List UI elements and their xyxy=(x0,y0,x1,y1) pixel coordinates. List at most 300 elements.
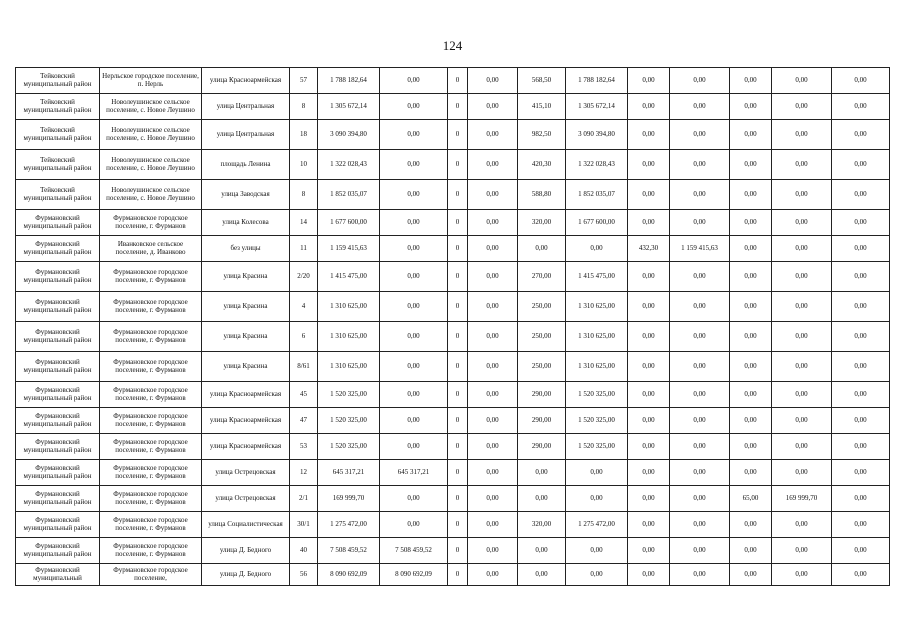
cell-cost-item-1: 0,00 xyxy=(380,150,448,180)
cell-total-cost: 1 415 475,00 xyxy=(318,262,380,292)
cell-cost-item-4: 0,00 xyxy=(670,352,730,382)
cell-area-3: 0,00 xyxy=(730,150,772,180)
cell-area-3: 0,00 xyxy=(730,564,772,586)
cell-cost-item-6: 0,00 xyxy=(832,460,890,486)
cell-area-3: 65,00 xyxy=(730,486,772,512)
cell-area-2: 0,00 xyxy=(628,262,670,292)
table-row xyxy=(16,150,890,180)
cell-cost-item-1: 0,00 xyxy=(380,292,448,322)
cell-area-2: 0,00 xyxy=(628,180,670,210)
cell-cost-item-5: 0,00 xyxy=(772,434,832,460)
cell-cost-item-6: 0,00 xyxy=(832,120,890,150)
cell-cost-item-6: 0,00 xyxy=(832,150,890,180)
cell-area-1: 415,10 xyxy=(518,94,566,120)
cell-street: улица Д. Бедного xyxy=(202,538,290,564)
cell-cost-item-2: 0,00 xyxy=(468,382,518,408)
cell-count-1: 0 xyxy=(448,210,468,236)
cell-area-2: 0,00 xyxy=(628,460,670,486)
cell-count-1: 0 xyxy=(448,434,468,460)
cell-cost-item-1: 0,00 xyxy=(380,120,448,150)
cell-area-2: 0,00 xyxy=(628,512,670,538)
cell-area-1: 0,00 xyxy=(518,564,566,586)
cell-cost-item-2: 0,00 xyxy=(468,408,518,434)
cell-municipality: Фурмановский муниципальный район xyxy=(16,512,100,538)
cell-area-2: 0,00 xyxy=(628,120,670,150)
cell-area-1: 420,30 xyxy=(518,150,566,180)
cell-area-3: 0,00 xyxy=(730,382,772,408)
cell-total-cost: 7 508 459,52 xyxy=(318,538,380,564)
cell-total-cost: 1 310 625,00 xyxy=(318,352,380,382)
cell-total-cost: 1 852 035,07 xyxy=(318,180,380,210)
cell-area-2: 0,00 xyxy=(628,382,670,408)
cell-cost-item-1: 0,00 xyxy=(380,262,448,292)
cell-cost-item-3: 0,00 xyxy=(566,460,628,486)
table-row xyxy=(16,352,890,382)
cell-municipality: Фурмановский муниципальный район xyxy=(16,236,100,262)
cell-area-3: 0,00 xyxy=(730,512,772,538)
table-body xyxy=(16,68,890,586)
cell-cost-item-1: 645 317,21 xyxy=(380,460,448,486)
cell-cost-item-5: 0,00 xyxy=(772,94,832,120)
cell-cost-item-2: 0,00 xyxy=(468,564,518,586)
cell-cost-item-4: 0,00 xyxy=(670,322,730,352)
cell-cost-item-4: 0,00 xyxy=(670,564,730,586)
cell-area-1: 320,00 xyxy=(518,210,566,236)
cell-cost-item-6: 0,00 xyxy=(832,262,890,292)
cell-area-1: 250,00 xyxy=(518,352,566,382)
cell-cost-item-5: 0,00 xyxy=(772,382,832,408)
registry-table xyxy=(15,67,890,586)
cell-area-1: 0,00 xyxy=(518,236,566,262)
cell-house-number: 45 xyxy=(290,382,318,408)
cell-cost-item-5: 0,00 xyxy=(772,262,832,292)
cell-settlement: Фурмановское городское поселение, г. Фурманов xyxy=(100,262,202,292)
cell-house-number: 40 xyxy=(290,538,318,564)
cell-house-number: 14 xyxy=(290,210,318,236)
cell-municipality: Фурмановский муниципальный район xyxy=(16,292,100,322)
cell-count-1: 0 xyxy=(448,486,468,512)
cell-street: улица Колесова xyxy=(202,210,290,236)
cell-house-number: 56 xyxy=(290,564,318,586)
cell-settlement: Фурмановское городское поселение, г. Фурманов xyxy=(100,322,202,352)
cell-area-3: 0,00 xyxy=(730,352,772,382)
cell-municipality: Фурмановский муниципальный район xyxy=(16,382,100,408)
cell-cost-item-5: 0,00 xyxy=(772,180,832,210)
cell-area-2: 0,00 xyxy=(628,150,670,180)
cell-settlement: Фурмановское городское поселение, г. Фурманов xyxy=(100,538,202,564)
cell-cost-item-2: 0,00 xyxy=(468,538,518,564)
cell-area-1: 290,00 xyxy=(518,408,566,434)
cell-total-cost: 1 275 472,00 xyxy=(318,512,380,538)
cell-cost-item-5: 0,00 xyxy=(772,352,832,382)
cell-cost-item-4: 0,00 xyxy=(670,382,730,408)
cell-house-number: 53 xyxy=(290,434,318,460)
cell-cost-item-4: 0,00 xyxy=(670,434,730,460)
cell-cost-item-6: 0,00 xyxy=(832,408,890,434)
cell-area-2: 0,00 xyxy=(628,68,670,94)
cell-count-1: 0 xyxy=(448,512,468,538)
table-row xyxy=(16,538,890,564)
cell-municipality: Фурмановский муниципальный район xyxy=(16,460,100,486)
cell-house-number: 47 xyxy=(290,408,318,434)
page-number: 124 xyxy=(442,38,463,53)
cell-total-cost: 645 317,21 xyxy=(318,460,380,486)
cell-cost-item-4: 0,00 xyxy=(670,408,730,434)
cell-cost-item-5: 0,00 xyxy=(772,322,832,352)
cell-total-cost: 1 305 672,14 xyxy=(318,94,380,120)
cell-cost-item-3: 0,00 xyxy=(566,564,628,586)
table-row xyxy=(16,382,890,408)
cell-area-1: 0,00 xyxy=(518,538,566,564)
cell-house-number: 6 xyxy=(290,322,318,352)
cell-street: улица Красина xyxy=(202,322,290,352)
cell-cost-item-1: 8 090 692,09 xyxy=(380,564,448,586)
cell-cost-item-3: 1 275 472,00 xyxy=(566,512,628,538)
table-row xyxy=(16,322,890,352)
cell-street: улица Острецовская xyxy=(202,486,290,512)
cell-total-cost: 1 322 028,43 xyxy=(318,150,380,180)
cell-cost-item-2: 0,00 xyxy=(468,434,518,460)
cell-house-number: 30/1 xyxy=(290,512,318,538)
cell-settlement: Фурмановское городское поселение, г. Фурманов xyxy=(100,210,202,236)
cell-count-1: 0 xyxy=(448,352,468,382)
cell-municipality: Фурмановский муниципальный район xyxy=(16,434,100,460)
cell-cost-item-1: 0,00 xyxy=(380,434,448,460)
cell-cost-item-6: 0,00 xyxy=(832,68,890,94)
cell-house-number: 2/20 xyxy=(290,262,318,292)
cell-cost-item-6: 0,00 xyxy=(832,486,890,512)
cell-street: улица Центральная xyxy=(202,120,290,150)
cell-cost-item-4: 0,00 xyxy=(670,180,730,210)
cell-street: без улицы xyxy=(202,236,290,262)
cell-area-1: 982,50 xyxy=(518,120,566,150)
cell-area-2: 0,00 xyxy=(628,352,670,382)
cell-area-3: 0,00 xyxy=(730,460,772,486)
cell-cost-item-4: 1 159 415,63 xyxy=(670,236,730,262)
cell-cost-item-5: 0,00 xyxy=(772,236,832,262)
cell-cost-item-4: 0,00 xyxy=(670,150,730,180)
cell-area-3: 0,00 xyxy=(730,292,772,322)
cell-cost-item-1: 0,00 xyxy=(380,322,448,352)
table-row xyxy=(16,292,890,322)
cell-cost-item-2: 0,00 xyxy=(468,68,518,94)
cell-street: улица Острецовская xyxy=(202,460,290,486)
cell-cost-item-5: 0,00 xyxy=(772,292,832,322)
cell-total-cost: 8 090 692,09 xyxy=(318,564,380,586)
cell-total-cost: 169 999,70 xyxy=(318,486,380,512)
cell-street: улица Красина xyxy=(202,262,290,292)
cell-street: улица Социалистическая xyxy=(202,512,290,538)
cell-municipality: Фурмановский муниципальный xyxy=(16,564,100,586)
cell-count-1: 0 xyxy=(448,236,468,262)
cell-street: улица Д. Бедного xyxy=(202,564,290,586)
cell-street: улица Заводская xyxy=(202,180,290,210)
cell-area-1: 290,00 xyxy=(518,382,566,408)
cell-cost-item-3: 1 520 325,00 xyxy=(566,434,628,460)
cell-cost-item-2: 0,00 xyxy=(468,512,518,538)
cell-area-2: 0,00 xyxy=(628,538,670,564)
cell-cost-item-3: 1 310 625,00 xyxy=(566,322,628,352)
cell-cost-item-3: 1 415 475,00 xyxy=(566,262,628,292)
cell-cost-item-3: 1 677 600,00 xyxy=(566,210,628,236)
cell-cost-item-4: 0,00 xyxy=(670,538,730,564)
table-row xyxy=(16,120,890,150)
cell-settlement: Фурмановское городское поселение, г. Фурманов xyxy=(100,512,202,538)
cell-cost-item-3: 0,00 xyxy=(566,236,628,262)
cell-count-1: 0 xyxy=(448,460,468,486)
cell-cost-item-5: 0,00 xyxy=(772,210,832,236)
cell-settlement: Иванковское сельское поселение, д. Иванково xyxy=(100,236,202,262)
cell-cost-item-5: 0,00 xyxy=(772,538,832,564)
table-row xyxy=(16,486,890,512)
cell-area-2: 0,00 xyxy=(628,292,670,322)
cell-cost-item-3: 0,00 xyxy=(566,486,628,512)
cell-cost-item-5: 169 999,70 xyxy=(772,486,832,512)
cell-cost-item-2: 0,00 xyxy=(468,120,518,150)
cell-cost-item-3: 1 310 625,00 xyxy=(566,352,628,382)
cell-cost-item-2: 0,00 xyxy=(468,262,518,292)
cell-count-1: 0 xyxy=(448,322,468,352)
cell-cost-item-6: 0,00 xyxy=(832,236,890,262)
cell-cost-item-3: 0,00 xyxy=(566,538,628,564)
cell-area-2: 0,00 xyxy=(628,486,670,512)
cell-area-1: 250,00 xyxy=(518,322,566,352)
table-row xyxy=(16,460,890,486)
cell-municipality: Тейковский муниципальный район xyxy=(16,68,100,94)
table-row xyxy=(16,408,890,434)
cell-street: улица Красноармейская xyxy=(202,434,290,460)
cell-settlement: Новолеушинское сельское поселение, с. Новое Леушино xyxy=(100,180,202,210)
cell-cost-item-5: 0,00 xyxy=(772,68,832,94)
cell-municipality: Фурмановский муниципальный район xyxy=(16,538,100,564)
cell-cost-item-2: 0,00 xyxy=(468,352,518,382)
cell-count-1: 0 xyxy=(448,180,468,210)
cell-municipality: Фурмановский муниципальный район xyxy=(16,486,100,512)
table-row xyxy=(16,68,890,94)
cell-settlement: Фурмановское городское поселение, г. Фурманов xyxy=(100,292,202,322)
cell-street: улица Красноармейская xyxy=(202,68,290,94)
table-row xyxy=(16,180,890,210)
cell-cost-item-6: 0,00 xyxy=(832,512,890,538)
cell-cost-item-4: 0,00 xyxy=(670,460,730,486)
cell-cost-item-2: 0,00 xyxy=(468,460,518,486)
cell-cost-item-3: 1 788 182,64 xyxy=(566,68,628,94)
cell-count-1: 0 xyxy=(448,68,468,94)
cell-municipality: Фурмановский муниципальный район xyxy=(16,262,100,292)
cell-cost-item-1: 0,00 xyxy=(380,94,448,120)
cell-cost-item-6: 0,00 xyxy=(832,434,890,460)
table-row xyxy=(16,210,890,236)
cell-cost-item-3: 1 520 325,00 xyxy=(566,408,628,434)
cell-area-2: 432,30 xyxy=(628,236,670,262)
cell-count-1: 0 xyxy=(448,408,468,434)
cell-area-3: 0,00 xyxy=(730,120,772,150)
cell-cost-item-3: 1 310 625,00 xyxy=(566,292,628,322)
cell-cost-item-2: 0,00 xyxy=(468,292,518,322)
cell-area-2: 0,00 xyxy=(628,210,670,236)
cell-cost-item-2: 0,00 xyxy=(468,236,518,262)
cell-cost-item-1: 0,00 xyxy=(380,68,448,94)
cell-settlement: Новолеушинское сельское поселение, с. Новое Леушино xyxy=(100,94,202,120)
cell-cost-item-2: 0,00 xyxy=(468,150,518,180)
cell-house-number: 12 xyxy=(290,460,318,486)
cell-area-1: 290,00 xyxy=(518,434,566,460)
cell-area-1: 588,80 xyxy=(518,180,566,210)
cell-total-cost: 1 159 415,63 xyxy=(318,236,380,262)
cell-cost-item-4: 0,00 xyxy=(670,68,730,94)
cell-area-1: 0,00 xyxy=(518,486,566,512)
cell-area-2: 0,00 xyxy=(628,94,670,120)
cell-total-cost: 1 520 325,00 xyxy=(318,408,380,434)
cell-cost-item-6: 0,00 xyxy=(832,382,890,408)
cell-cost-item-6: 0,00 xyxy=(832,292,890,322)
cell-cost-item-3: 1 520 325,00 xyxy=(566,382,628,408)
cell-settlement: Фурмановское городское поселение, г. Фурманов xyxy=(100,460,202,486)
cell-street: улица Центральная xyxy=(202,94,290,120)
cell-street: улица Красина xyxy=(202,352,290,382)
cell-cost-item-5: 0,00 xyxy=(772,408,832,434)
cell-cost-item-1: 0,00 xyxy=(380,210,448,236)
cell-count-1: 0 xyxy=(448,292,468,322)
cell-cost-item-6: 0,00 xyxy=(832,352,890,382)
cell-area-2: 0,00 xyxy=(628,434,670,460)
cell-settlement: Нерльское городское поселение, п. Нерль xyxy=(100,68,202,94)
cell-settlement: Новолеушинское сельское поселение, с. Новое Леушино xyxy=(100,150,202,180)
table-row xyxy=(16,236,890,262)
table-row xyxy=(16,94,890,120)
cell-cost-item-1: 0,00 xyxy=(380,408,448,434)
cell-cost-item-4: 0,00 xyxy=(670,262,730,292)
cell-cost-item-5: 0,00 xyxy=(772,564,832,586)
cell-count-1: 0 xyxy=(448,382,468,408)
cell-area-2: 0,00 xyxy=(628,322,670,352)
cell-area-3: 0,00 xyxy=(730,210,772,236)
cell-cost-item-2: 0,00 xyxy=(468,210,518,236)
cell-cost-item-3: 3 090 394,80 xyxy=(566,120,628,150)
cell-cost-item-2: 0,00 xyxy=(468,486,518,512)
cell-cost-item-1: 0,00 xyxy=(380,382,448,408)
cell-cost-item-4: 0,00 xyxy=(670,94,730,120)
cell-cost-item-3: 1 322 028,43 xyxy=(566,150,628,180)
cell-total-cost: 1 310 625,00 xyxy=(318,322,380,352)
cell-municipality: Тейковский муниципальный район xyxy=(16,120,100,150)
cell-cost-item-6: 0,00 xyxy=(832,180,890,210)
cell-cost-item-4: 0,00 xyxy=(670,486,730,512)
cell-house-number: 2/1 xyxy=(290,486,318,512)
cell-area-1: 270,00 xyxy=(518,262,566,292)
cell-street: площадь Ленина xyxy=(202,150,290,180)
cell-area-3: 0,00 xyxy=(730,408,772,434)
cell-municipality: Фурмановский муниципальный район xyxy=(16,408,100,434)
cell-cost-item-1: 0,00 xyxy=(380,236,448,262)
cell-street: улица Красноармейская xyxy=(202,408,290,434)
cell-cost-item-1: 0,00 xyxy=(380,180,448,210)
cell-area-3: 0,00 xyxy=(730,538,772,564)
cell-municipality: Тейковский муниципальный район xyxy=(16,94,100,120)
cell-area-1: 250,00 xyxy=(518,292,566,322)
cell-cost-item-5: 0,00 xyxy=(772,460,832,486)
cell-settlement: Фурмановское городское поселение, xyxy=(100,564,202,586)
cell-cost-item-3: 1 305 672,14 xyxy=(566,94,628,120)
cell-cost-item-1: 0,00 xyxy=(380,512,448,538)
cell-area-3: 0,00 xyxy=(730,434,772,460)
cell-cost-item-2: 0,00 xyxy=(468,94,518,120)
cell-house-number: 11 xyxy=(290,236,318,262)
cell-cost-item-1: 7 508 459,52 xyxy=(380,538,448,564)
cell-total-cost: 3 090 394,80 xyxy=(318,120,380,150)
table-row xyxy=(16,564,890,586)
cell-cost-item-4: 0,00 xyxy=(670,210,730,236)
cell-cost-item-6: 0,00 xyxy=(832,210,890,236)
cell-settlement: Фурмановское городское поселение, г. Фурманов xyxy=(100,434,202,460)
cell-house-number: 8 xyxy=(290,180,318,210)
cell-settlement: Фурмановское городское поселение, г. Фурманов xyxy=(100,486,202,512)
cell-settlement: Фурмановское городское поселение, г. Фурманов xyxy=(100,352,202,382)
cell-street: улица Красноармейская xyxy=(202,382,290,408)
cell-municipality: Фурмановский муниципальный район xyxy=(16,352,100,382)
cell-area-3: 0,00 xyxy=(730,180,772,210)
cell-total-cost: 1 788 182,64 xyxy=(318,68,380,94)
cell-house-number: 18 xyxy=(290,120,318,150)
cell-total-cost: 1 310 625,00 xyxy=(318,292,380,322)
cell-total-cost: 1 520 325,00 xyxy=(318,382,380,408)
cell-municipality: Фурмановский муниципальный район xyxy=(16,322,100,352)
cell-cost-item-4: 0,00 xyxy=(670,512,730,538)
cell-cost-item-5: 0,00 xyxy=(772,512,832,538)
cell-area-3: 0,00 xyxy=(730,322,772,352)
cell-street: улица Красина xyxy=(202,292,290,322)
cell-cost-item-6: 0,00 xyxy=(832,538,890,564)
cell-cost-item-6: 0,00 xyxy=(832,564,890,586)
cell-area-3: 0,00 xyxy=(730,94,772,120)
cell-area-3: 0,00 xyxy=(730,236,772,262)
cell-count-1: 0 xyxy=(448,538,468,564)
cell-house-number: 4 xyxy=(290,292,318,322)
cell-count-1: 0 xyxy=(448,150,468,180)
cell-area-1: 320,00 xyxy=(518,512,566,538)
cell-municipality: Тейковский муниципальный район xyxy=(16,180,100,210)
cell-house-number: 8 xyxy=(290,94,318,120)
cell-area-3: 0,00 xyxy=(730,262,772,292)
cell-settlement: Фурмановское городское поселение, г. Фурманов xyxy=(100,408,202,434)
cell-municipality: Тейковский муниципальный район xyxy=(16,150,100,180)
cell-area-2: 0,00 xyxy=(628,408,670,434)
cell-total-cost: 1 520 325,00 xyxy=(318,434,380,460)
cell-area-2: 0,00 xyxy=(628,564,670,586)
table-row xyxy=(16,434,890,460)
cell-count-1: 0 xyxy=(448,120,468,150)
cell-area-3: 0,00 xyxy=(730,68,772,94)
cell-cost-item-5: 0,00 xyxy=(772,150,832,180)
cell-municipality: Фурмановский муниципальный район xyxy=(16,210,100,236)
cell-settlement: Новолеушинское сельское поселение, с. Новое Леушино xyxy=(100,120,202,150)
cell-area-1: 568,50 xyxy=(518,68,566,94)
cell-area-1: 0,00 xyxy=(518,460,566,486)
cell-total-cost: 1 677 600,00 xyxy=(318,210,380,236)
cell-cost-item-1: 0,00 xyxy=(380,352,448,382)
cell-cost-item-6: 0,00 xyxy=(832,94,890,120)
cell-cost-item-2: 0,00 xyxy=(468,180,518,210)
cell-count-1: 0 xyxy=(448,564,468,586)
cell-cost-item-5: 0,00 xyxy=(772,120,832,150)
table-row xyxy=(16,262,890,292)
cell-house-number: 8/61 xyxy=(290,352,318,382)
cell-cost-item-4: 0,00 xyxy=(670,120,730,150)
cell-cost-item-3: 1 852 035,07 xyxy=(566,180,628,210)
cell-house-number: 10 xyxy=(290,150,318,180)
cell-cost-item-6: 0,00 xyxy=(832,322,890,352)
cell-count-1: 0 xyxy=(448,94,468,120)
